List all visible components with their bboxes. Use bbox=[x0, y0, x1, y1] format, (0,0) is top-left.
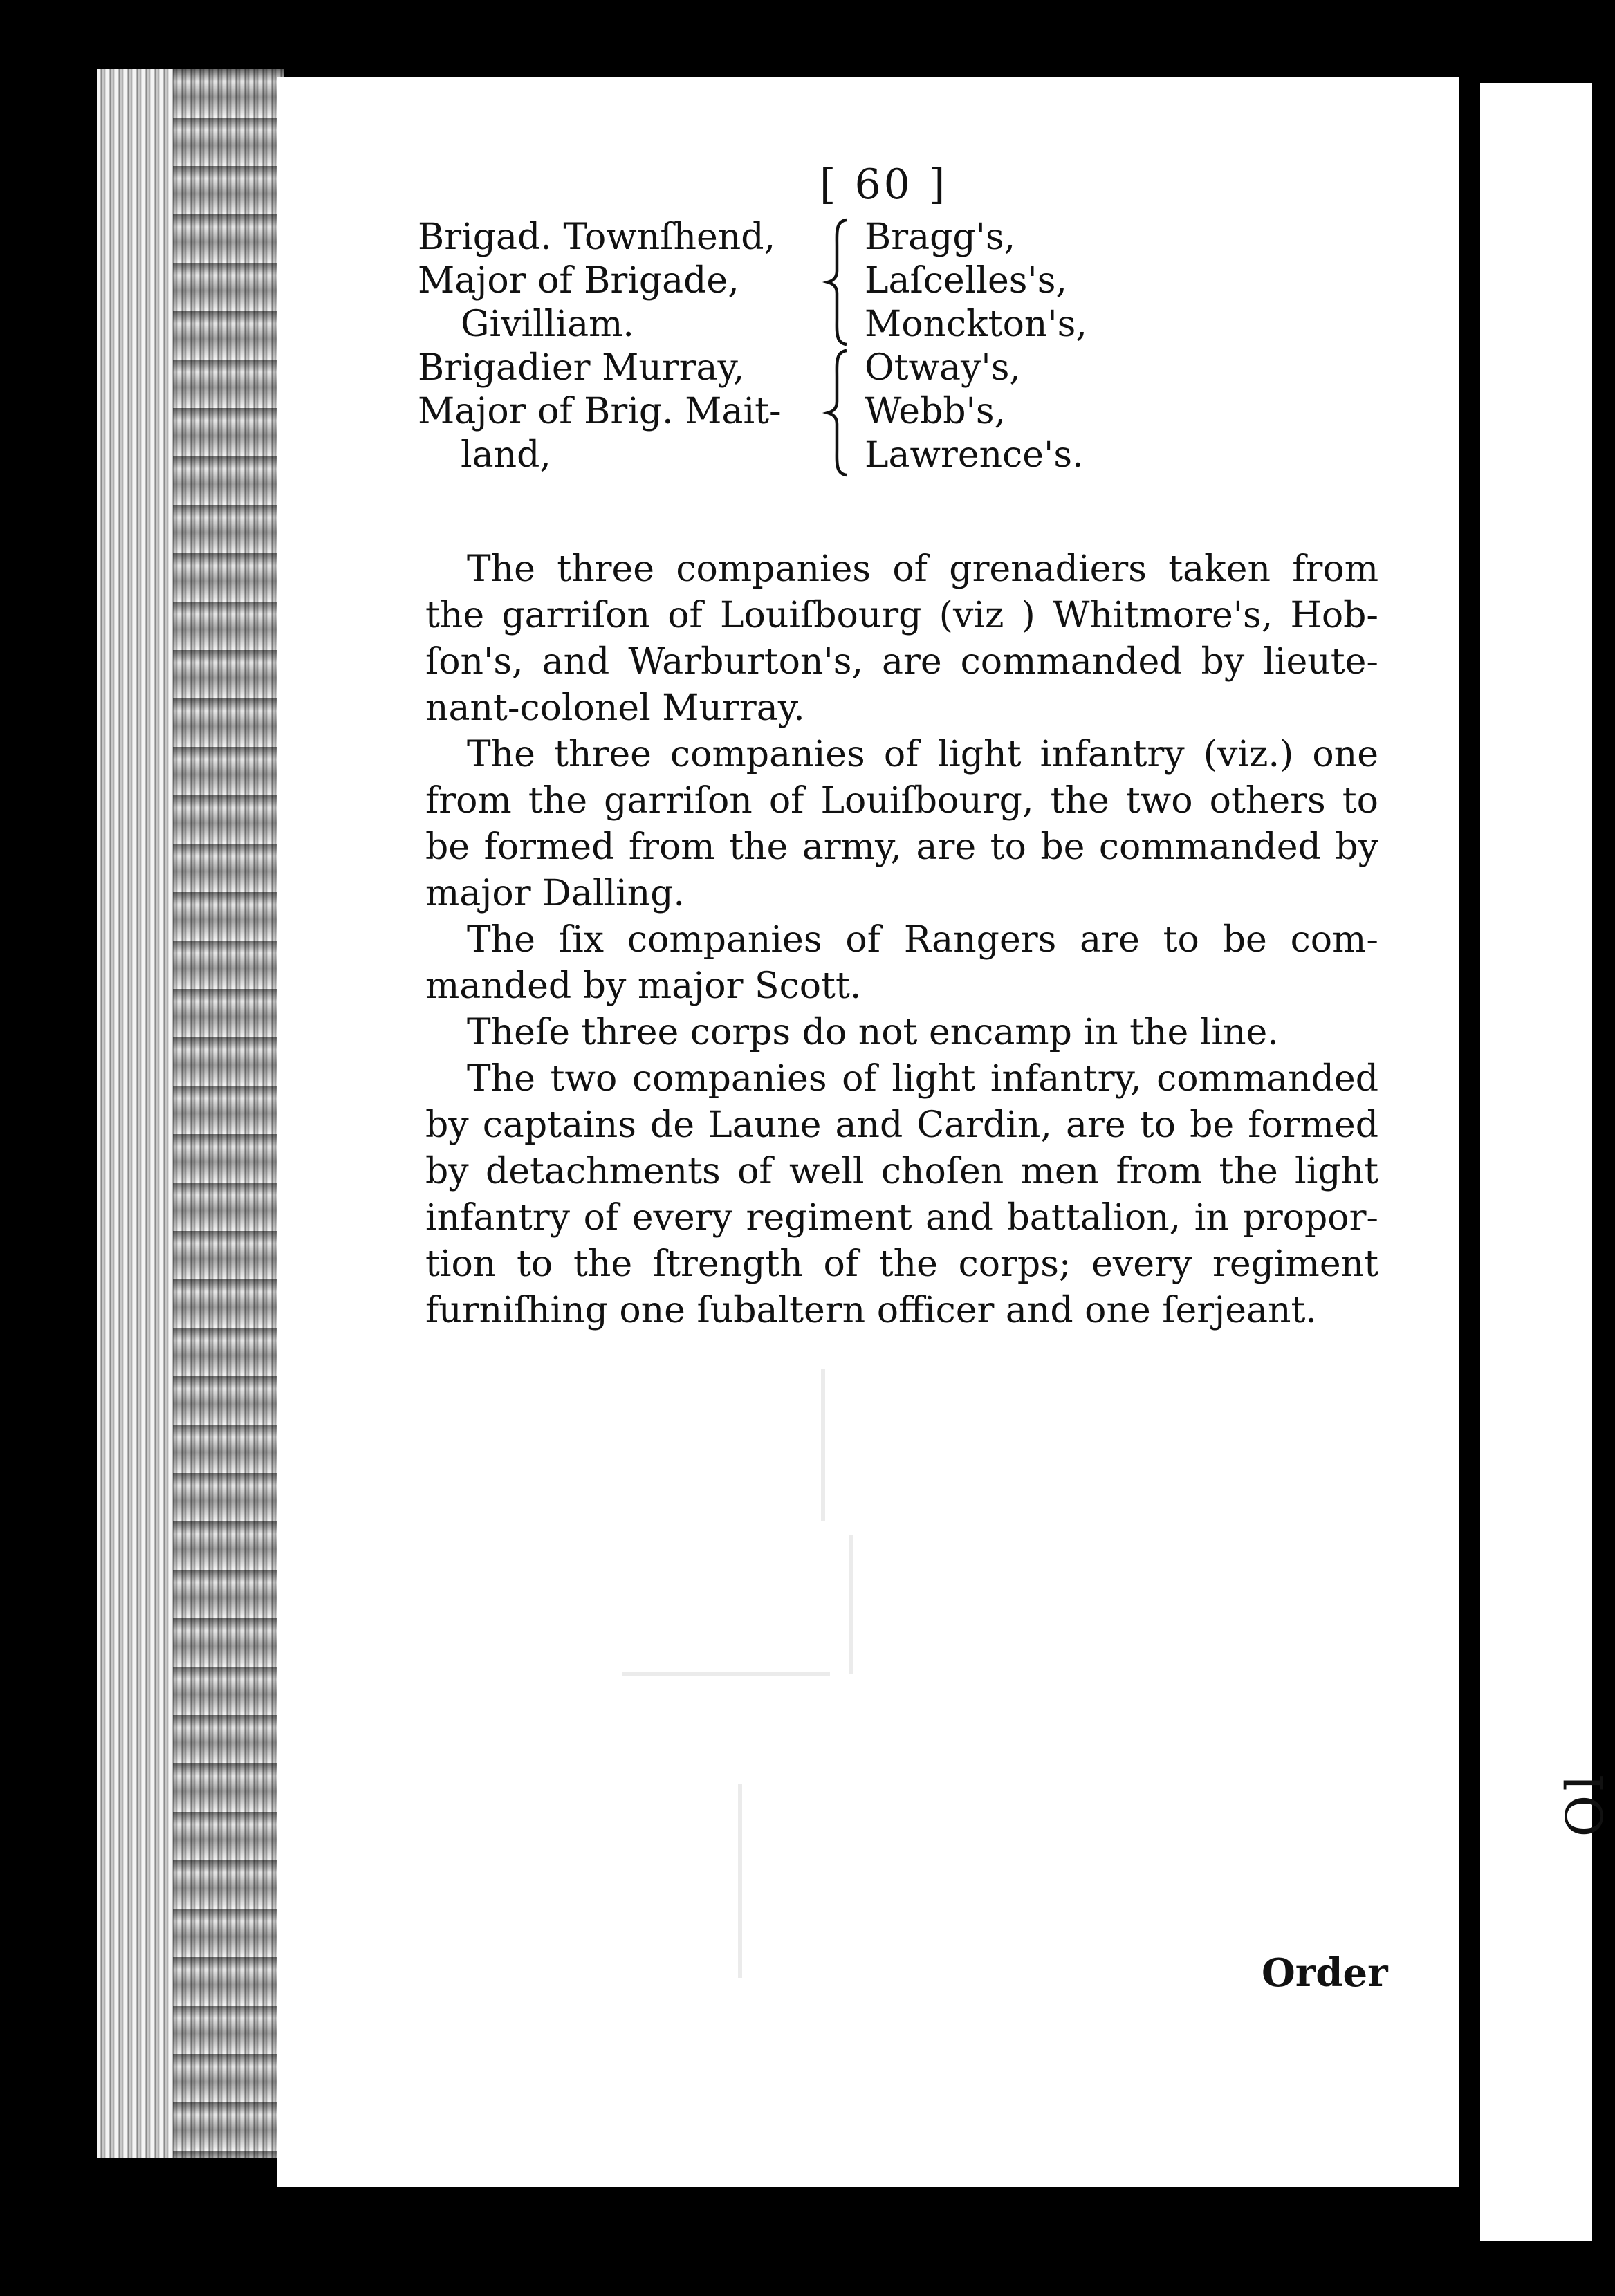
text-line: from the garriſon of Louiſbourg, the two others to bbox=[425, 780, 1378, 822]
brigade-officer: Brigadier Murray, bbox=[418, 347, 745, 389]
book-page-edges bbox=[97, 69, 284, 2158]
catchword: Order bbox=[1262, 1950, 1388, 1996]
brigade-officer: Major of Brig. Mait- bbox=[418, 391, 782, 432]
text-line: The three companies of grenadiers taken from bbox=[467, 548, 1378, 590]
paragraph bbox=[425, 1010, 1378, 1056]
text-line: be formed from the army, are to be commanded by bbox=[425, 826, 1378, 868]
regiment-name: Monckton's, bbox=[865, 304, 1087, 345]
regiment-name: Otway's, bbox=[865, 347, 1021, 389]
text-line: tion to the ſtrength of the corps; every regiment bbox=[425, 1243, 1378, 1285]
paragraph bbox=[425, 732, 1378, 917]
regiment-name: Laſcelles's, bbox=[865, 260, 1067, 302]
brigade-officer: Givilliam. bbox=[461, 304, 634, 345]
curly-brace-icon bbox=[826, 219, 849, 346]
brigade-officer: land, bbox=[461, 434, 551, 476]
body-text bbox=[425, 546, 1378, 1334]
text-line: manded by major Scott. bbox=[425, 965, 862, 1007]
text-line: furniſhing one ſubaltern officer and one ſerjeant. bbox=[425, 1290, 1317, 1331]
text-line: The two companies of light infantry, commanded bbox=[467, 1058, 1378, 1100]
text-line: Theſe three corps do not encamp in the line. bbox=[467, 1012, 1279, 1053]
text-line: nant-colonel Murray. bbox=[425, 687, 805, 729]
text-line: ſon's, and Warburton's, are commanded by lieute- bbox=[425, 641, 1378, 683]
regiment-name: Lawrence's. bbox=[865, 434, 1084, 476]
brigade-officer: Brigad. Townſhend, bbox=[418, 216, 776, 258]
text-line: by detachments of well choſen men from the light bbox=[425, 1151, 1378, 1192]
text-line: The ſix companies of Rangers are to be com- bbox=[467, 919, 1378, 961]
next-page-bleed-text: Ol bbox=[1556, 1770, 1615, 1837]
page-number: [ 60 ] bbox=[820, 160, 948, 209]
text-line: The three companies of light infantry (viz.) one bbox=[467, 734, 1378, 775]
regiment-name: Webb's, bbox=[865, 391, 1006, 432]
curly-brace-icon bbox=[826, 349, 849, 476]
text-line: by captains de Laune and Cardin, are to be formed bbox=[425, 1104, 1378, 1146]
regiment-name: Bragg's, bbox=[865, 216, 1016, 258]
text-line: major Dalling. bbox=[425, 873, 685, 914]
brigade-officer: Major of Brigade, bbox=[418, 260, 739, 302]
paragraph bbox=[425, 1056, 1378, 1334]
paragraph bbox=[425, 546, 1378, 732]
paragraph bbox=[425, 917, 1378, 1010]
text-line: the garriſon of Louiſbourg (viz ) Whitmore's, Hob- bbox=[425, 595, 1378, 636]
text-line: infantry of every regiment and battalion, in propor- bbox=[425, 1197, 1378, 1239]
next-page-edge bbox=[1480, 83, 1615, 2241]
